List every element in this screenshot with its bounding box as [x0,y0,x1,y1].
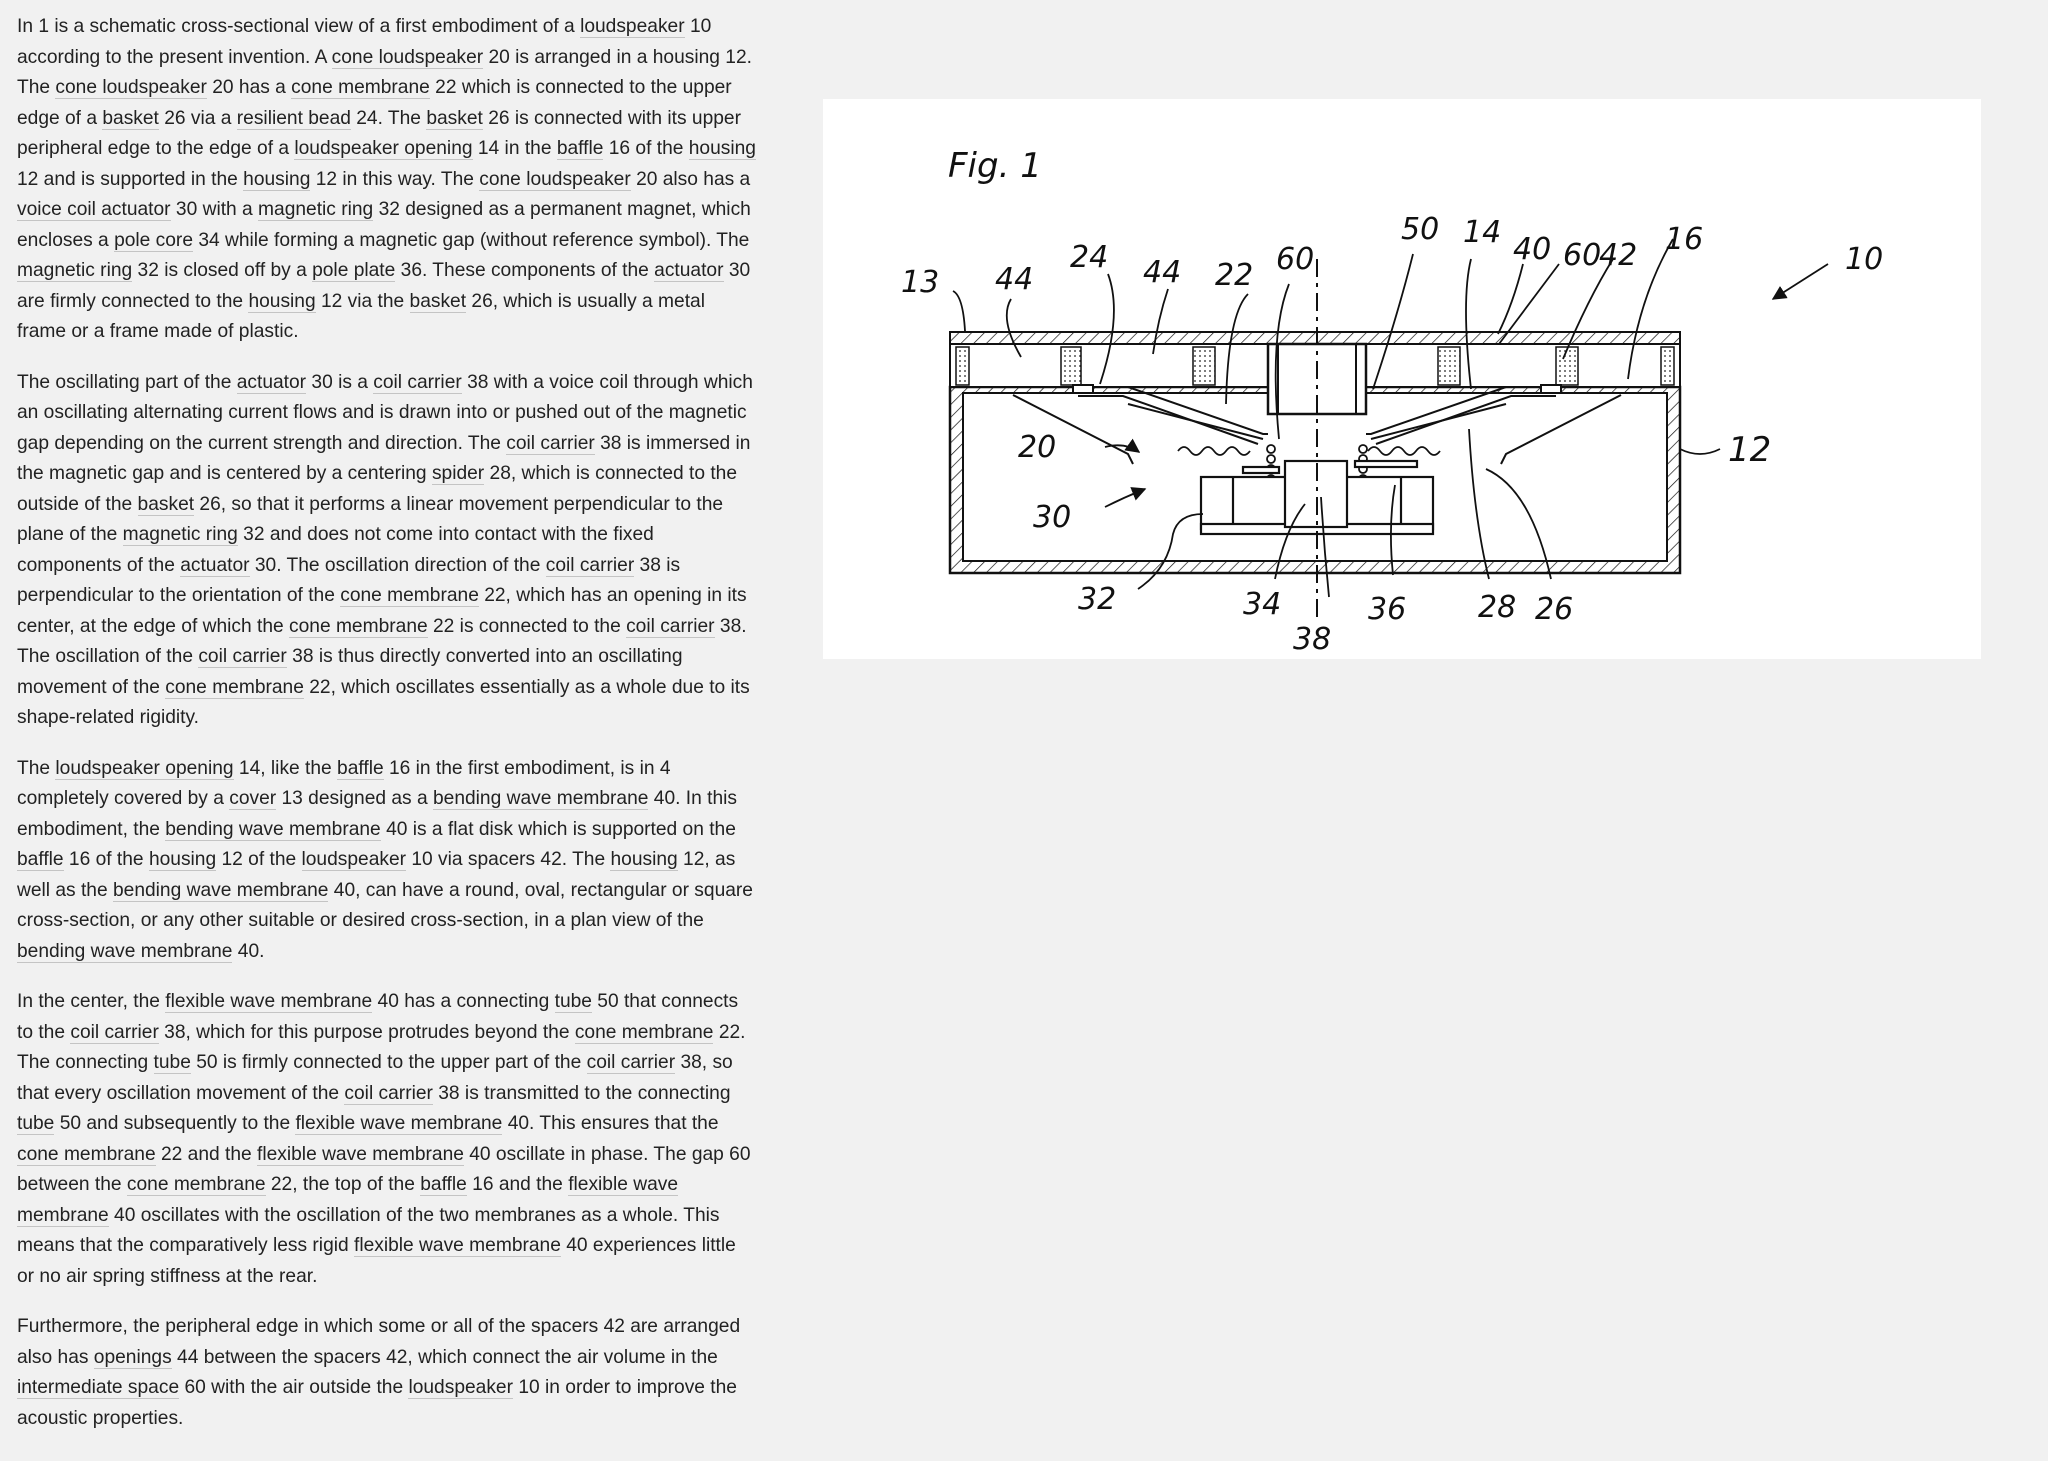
label-14: 14 [1463,215,1502,250]
glossary-term[interactable]: magnetic ring [122,524,238,545]
text-run: 16 of the [63,849,149,870]
label-60: 60 [1276,242,1315,277]
text-run: 50 is firmly connected to the upper part of the [190,1052,587,1073]
text-run: 28, which is connected to the outside of the [17,463,737,515]
glossary-term[interactable]: tube [17,1113,55,1134]
glossary-term[interactable]: coil carrier [626,615,715,637]
text-run: 12 of the [216,849,302,870]
glossary-term[interactable]: actuator [654,260,724,281]
glossary-term[interactable]: coil carrier [373,371,462,393]
text-run: 12 via the [315,290,410,312]
glossary-term[interactable]: baffle [337,757,384,779]
glossary-term[interactable]: actuator [180,554,250,576]
glossary-term[interactable]: tube [554,991,592,1012]
label-38: 38 [1293,622,1332,657]
glossary-term[interactable]: bending wave membrane [165,818,381,840]
glossary-term[interactable]: flexible wave membrane [17,1174,679,1226]
description-text [17,12,757,1454]
figure-panel [823,99,1981,659]
glossary-term[interactable]: loudspeaker [301,849,407,870]
glossary-term[interactable]: housing [248,290,316,312]
text-run: 12 in this way. The [310,168,480,190]
text-run: 40 experiences little or no air spring stiffness at the rear. [17,1235,736,1287]
glossary-term[interactable]: coil carrier [70,1021,159,1043]
text-run: 16 and the [466,1174,569,1195]
text-run: 38 is transmitted to the connecting [432,1082,731,1104]
text-run: 22, the top of the [265,1174,421,1195]
text-run: 32 designed as a permanent magnet, which encloses a [17,199,751,251]
glossary-term[interactable]: baffle [556,138,604,159]
glossary-term[interactable]: cover [229,788,277,809]
text-run: 22. The connecting [17,1021,746,1073]
text-run: 12, as well as the [17,849,736,901]
glossary-term[interactable]: basket [102,107,159,129]
glossary-term[interactable]: coil carrier [506,432,595,454]
label-30: 30 [1033,500,1072,535]
text-run: 40, can have a round, oval, rectangular or square cross-section, or any other suitable or desired cross-section, in a plan view of the [17,879,753,931]
text-run: 50 that connects to the [17,991,739,1043]
label-40: 40 [1513,232,1552,267]
text-run: 14, like the [233,757,338,779]
label-24: 24 [1070,240,1109,275]
text-run: The oscillating part of the [17,371,237,393]
glossary-term[interactable]: basket [426,107,483,129]
text-run: 10 according to the present invention. A [17,16,712,68]
glossary-term[interactable]: cone membrane [126,1174,266,1195]
glossary-term[interactable]: bending wave membrane [112,879,329,901]
glossary-term[interactable]: loudspeaker [580,16,685,37]
glossary-term[interactable]: bending wave membrane [432,788,649,809]
text-run: 40 is a flat disk which is supported on the [380,818,736,840]
label-28: 28 [1478,590,1517,625]
text-run: 22, which has an opening in its center, at the edge of which the [17,585,747,637]
glossary-term[interactable]: basket [137,493,195,515]
glossary-term[interactable]: flexible wave membrane [354,1235,561,1256]
glossary-term[interactable]: flexible wave membrane [295,1113,503,1134]
glossary-term[interactable]: baffle [420,1174,467,1195]
text-run: 40 oscillates with the oscillation of the two membranes as a whole. This means that the comparatively less rigid [17,1204,720,1256]
text-run: 22 which is connected to the upper edge of a [17,77,732,129]
text-run: 10 via spacers 42. The [406,849,611,870]
glossary-term[interactable]: cone membrane [289,615,428,637]
text-run: 26, so that it performs a linear movement perpendicular to the plane of the [17,493,724,545]
glossary-term[interactable]: coil carrier [586,1052,676,1073]
label-20: 20 [1018,430,1057,465]
glossary-term[interactable]: bending wave membrane [17,940,233,962]
glossary-term[interactable]: housing [243,168,311,190]
glossary-term[interactable]: coil carrier [198,646,287,667]
paragraph [17,1312,757,1434]
label-16: 16 [1665,222,1704,257]
glossary-term[interactable]: intermediate space [17,1377,180,1398]
glossary-term[interactable]: loudspeaker [408,1377,513,1398]
text-run: 38 is immersed in the magnetic gap and is centered by a centering [17,432,751,484]
glossary-term[interactable]: cone loudspeaker [55,77,207,98]
glossary-term[interactable]: housing [148,849,217,870]
glossary-term[interactable]: spider [431,463,485,484]
label-50: 50 [1401,212,1440,247]
text-run: In 1 is a schematic cross-sectional view of a first embodiment of a [17,16,581,37]
text-run: 44 between the spacers 42, which connect the air volume in the [171,1346,718,1368]
text-run: 22, which oscillates essentially as a whole due to its shape-related rigidity. [17,676,750,728]
text-run: 40. This ensures that the [502,1113,719,1134]
text-run: 38, so that every oscillation movement of the [17,1052,733,1104]
text-run: Furthermore, the peripheral edge in which some or all of the spacers 42 are arranged also has [17,1316,741,1368]
glossary-term[interactable]: tube [153,1052,191,1073]
text-run: In the center, the [17,991,166,1012]
paragraph [17,754,757,968]
label-26: 26 [1535,592,1574,627]
glossary-term[interactable]: pole plate [312,260,396,281]
text-run: 36. These components of the [395,260,655,281]
text-run: 24. The [350,107,427,129]
glossary-term[interactable]: housing [688,138,756,159]
glossary-term[interactable]: loudspeaker opening [55,757,234,779]
glossary-term[interactable]: resilient bead [236,107,351,129]
text-run: 22 is connected to the [427,615,627,637]
text-run: 40 has a connecting [372,991,555,1012]
label-10: 10 [1845,242,1884,277]
text-run: 30. The oscillation direction of the [249,554,546,576]
glossary-term[interactable]: cone membrane [574,1021,714,1043]
text-run: 38 is perpendicular to the orientation of the [17,554,681,606]
label-44-b: 44 [1143,255,1182,290]
text-run: 13 designed as a [276,788,433,809]
glossary-term[interactable]: flexible wave membrane [257,1143,464,1165]
text-run: 16 of the [603,138,689,159]
text-run: 20 has a [206,77,292,98]
text-run: 38. The oscillation of the [17,615,747,667]
text-run: 20 is arranged in a housing 12. The [17,46,752,98]
text-run: 60 with the air outside the [179,1377,409,1398]
text-run: 38 is thus directly converted into an oscillating movement of the [17,646,683,698]
label-34: 34 [1243,587,1282,622]
glossary-term[interactable]: flexible wave membrane [165,991,373,1012]
label-60-b: 60 [1563,238,1602,273]
glossary-term[interactable]: loudspeaker opening [294,138,473,159]
glossary-term[interactable]: baffle [17,849,64,870]
glossary-term[interactable]: actuator [236,371,307,393]
text-run: 10 in order to improve the acoustic properties. [17,1377,737,1429]
label-42: 42 [1599,238,1638,273]
text-run: 32 is closed off by a [132,260,313,281]
label-12: 12 [1728,430,1772,470]
text-run: 30 with a [170,199,259,220]
paragraph [17,12,757,348]
glossary-term[interactable]: voice coil actuator [17,199,171,220]
text-run: 26 via a [158,107,237,129]
text-run: 16 in the first embodiment, is in 4 completely covered by a [17,757,671,809]
text-run: 30 is a [306,371,374,393]
glossary-term[interactable]: magnetic ring [17,260,133,281]
glossary-term[interactable]: pole core [114,229,193,251]
figure-title: Fig. 1 [948,146,1042,186]
text-run: 22 and the [155,1143,258,1165]
glossary-term[interactable]: housing [610,849,678,870]
glossary-term[interactable]: coil carrier [344,1082,433,1104]
text-run: 34 while forming a magnetic gap (without reference symbol). The [193,229,750,251]
glossary-term[interactable]: coil carrier [545,554,635,576]
text-run: 40. In this embodiment, the [17,788,737,840]
glossary-term[interactable]: basket [409,290,467,312]
text-run: 30 are firmly connected to the [17,260,751,312]
text-run: 40 oscillate in phase. The gap 60 between the [17,1143,751,1195]
paragraph [17,368,757,734]
label-36: 36 [1368,592,1407,627]
glossary-term[interactable]: cone membrane [17,1143,156,1165]
text-run: 14 in the [472,138,557,159]
glossary-term[interactable]: cone loudspeaker [331,46,484,68]
text-run: 12 and is supported in the [17,168,244,190]
text-run: 26 is connected with its upper peripheral edge to the edge of a [17,107,741,159]
label-44: 44 [995,262,1034,297]
text-run: 20 also has a [630,168,751,190]
text-run: 38 with a voice coil through which an oscillating alternating current flows and is drawn into or pushed out of the magnetic gap depending on the current strength and direction. The [17,371,753,454]
glossary-term[interactable]: cone membrane [291,77,430,98]
label-32: 32 [1078,582,1117,617]
patent-figure-drawing [823,99,1981,659]
glossary-term[interactable]: cone membrane [165,676,304,698]
text-run: 50 and subsequently to the [54,1113,296,1134]
text-run: 40. [232,940,265,962]
glossary-term[interactable]: cone loudspeaker [479,168,631,190]
label-22: 22 [1215,258,1254,293]
glossary-term[interactable]: openings [93,1346,172,1368]
label-13: 13 [901,265,940,300]
text-run: 38, which for this purpose protrudes beyond the [158,1021,575,1043]
text-run: 32 and does not come into contact with the fixed components of the [17,524,654,576]
paragraph [17,987,757,1292]
text-run: 26, which is usually a metal frame or a frame made of plastic. [17,290,705,342]
text-run: The [17,757,56,779]
glossary-term[interactable]: cone membrane [340,585,479,606]
glossary-term[interactable]: magnetic ring [258,199,374,220]
